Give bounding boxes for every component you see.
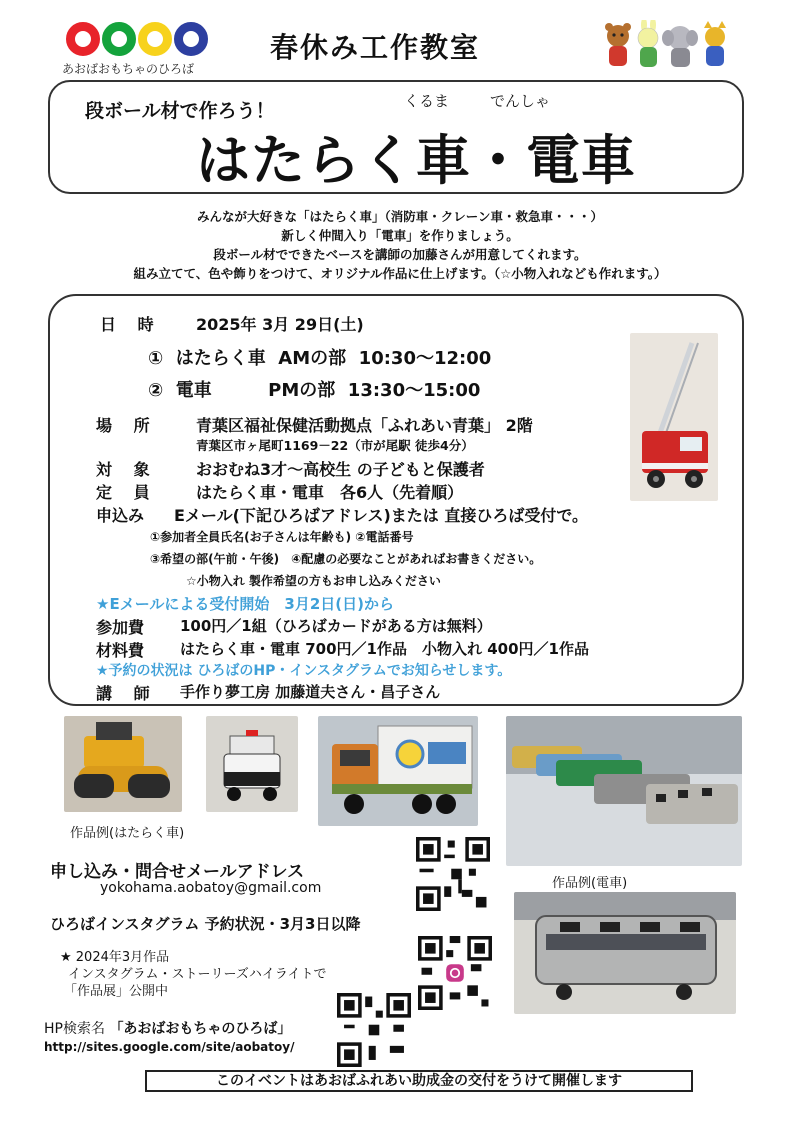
intro-line-2: 新しく仲間入り「電車」を作りましょう。 <box>281 228 519 243</box>
capacity-label: 定 員 <box>96 483 158 502</box>
insta-note-2: インスタグラム・ストーリーズハイライトで <box>68 967 327 982</box>
fee-label: 参加費 <box>96 618 145 637</box>
logo-ring-blue <box>174 22 208 56</box>
trains-photo <box>506 716 742 866</box>
hp-search-label <box>44 1018 291 1038</box>
capacity-value: はたらく車・電車 各6人（先着順） <box>196 483 464 502</box>
teacher-value: 手作り夢工房 加藤道夫さん・昌子さん <box>180 683 441 701</box>
session-pm: ② 電車 PMの部 13:30〜15:00 <box>148 380 481 401</box>
fee-value: 100円／1組（ひろばカードがある方は無料） <box>180 617 492 635</box>
grant-notice: このイベントはあおばふれあい助成金の交付をうけて開催します <box>145 1070 693 1092</box>
email-qr-code <box>416 837 490 911</box>
logo-ring-yellow <box>138 22 172 56</box>
logo-ring-green <box>102 22 136 56</box>
insta-note-1: ★ 2024年3月作品 <box>60 950 170 965</box>
homepage-qr-code <box>337 993 411 1067</box>
insta-note-3: 「作品展」公開中 <box>64 984 169 999</box>
insta-heading: ひろばインスタグラム 予約状況・3月3日以降 <box>50 915 361 933</box>
date-label: 日 時 <box>100 315 162 334</box>
hp-label: HP検索名 <box>44 1021 105 1037</box>
intro-line-3: 段ボール材でできたベースを講師の加藤さんが用意してくれます。 <box>213 247 587 262</box>
target-label: 対 象 <box>96 460 158 479</box>
contact-email[interactable]: yokohama.aobatoy@gmail.com <box>100 880 322 896</box>
ruby-densha: でんしゃ <box>490 92 551 110</box>
logo-ring-red <box>66 22 100 56</box>
caption-trains: 作品例(電車) <box>552 876 628 891</box>
instagram-qr-code <box>418 936 492 1010</box>
apply-value: Eメール(下記ひろばアドレス)または 直接ひろば受付で。 <box>174 506 589 525</box>
logo-text: あおばおもちゃのひろば <box>62 62 195 76</box>
train-closeup-photo <box>514 892 736 1014</box>
animal-mascots-illustration <box>600 20 740 74</box>
apply-note-3: ☆小物入れ 製作希望の方もお申し込みください <box>186 574 441 588</box>
caption-cars: 作品例(はたらく車) <box>70 826 185 841</box>
intro-line-4: 組み立てて、色や飾りをつけて、オリジナル作品に仕上げます。（☆小物入れなども作れます。） <box>133 266 667 281</box>
teacher-label: 講 師 <box>96 684 158 703</box>
apply-note-1: ①参加者全員氏名(お子さんは年齢も) ②電話番号 <box>150 530 414 544</box>
material-value: はたらく車・電車 700円／1作品 小物入れ 400円／1作品 <box>180 640 589 658</box>
roller-vehicle-photo <box>64 716 182 812</box>
hp-url[interactable]: http://sites.google.com/site/aobatoy/ <box>44 1040 295 1054</box>
status-note: ★予約の状況は ひろばのHP・インスタグラムでお知らせします。 <box>96 663 512 679</box>
main-title: はたらく車・電車 <box>196 129 636 192</box>
ruby-kuruma: くるま <box>404 92 450 110</box>
session-am: ① はたらく車 AMの部 10:30〜12:00 <box>148 348 492 369</box>
subtitle: 段ボール材で作ろう！ <box>85 100 275 122</box>
place-label: 場 所 <box>96 416 158 435</box>
police-car-photo <box>206 716 298 812</box>
apply-label: 申込み <box>96 506 145 525</box>
truck-photo <box>318 716 478 826</box>
date-value: 2025年 3月 29日(土) <box>196 315 364 334</box>
place-address: 青葉区市ヶ尾町1169－22（市が尾駅 徒歩4分） <box>196 438 474 453</box>
target-value: おおむね3才〜高校生 の子どもと保護者 <box>196 460 485 479</box>
fire-truck-photo <box>630 333 718 501</box>
material-label: 材料費 <box>96 641 145 660</box>
intro-line-1: みんなが大好きな「はたらく車」（消防車・クレーン車・救急車・・・） <box>196 209 603 224</box>
email-start-note: ★Eメールによる受付開始 3月2日(日)から <box>96 595 394 613</box>
apply-note-2: ③希望の部(午前・午後) ④配慮の必要なことがあればお書きください。 <box>150 552 542 566</box>
place-value: 青葉区福祉保健活動拠点「ふれあい青葉」 2階 <box>196 416 533 435</box>
hp-name: 「あおばおもちゃのひろば」 <box>109 1021 292 1037</box>
mail-heading: 申し込み・問合せメールアドレス <box>50 862 305 882</box>
event-title: 春休み工作教室 <box>270 31 481 64</box>
hiroba-logo <box>62 22 222 78</box>
